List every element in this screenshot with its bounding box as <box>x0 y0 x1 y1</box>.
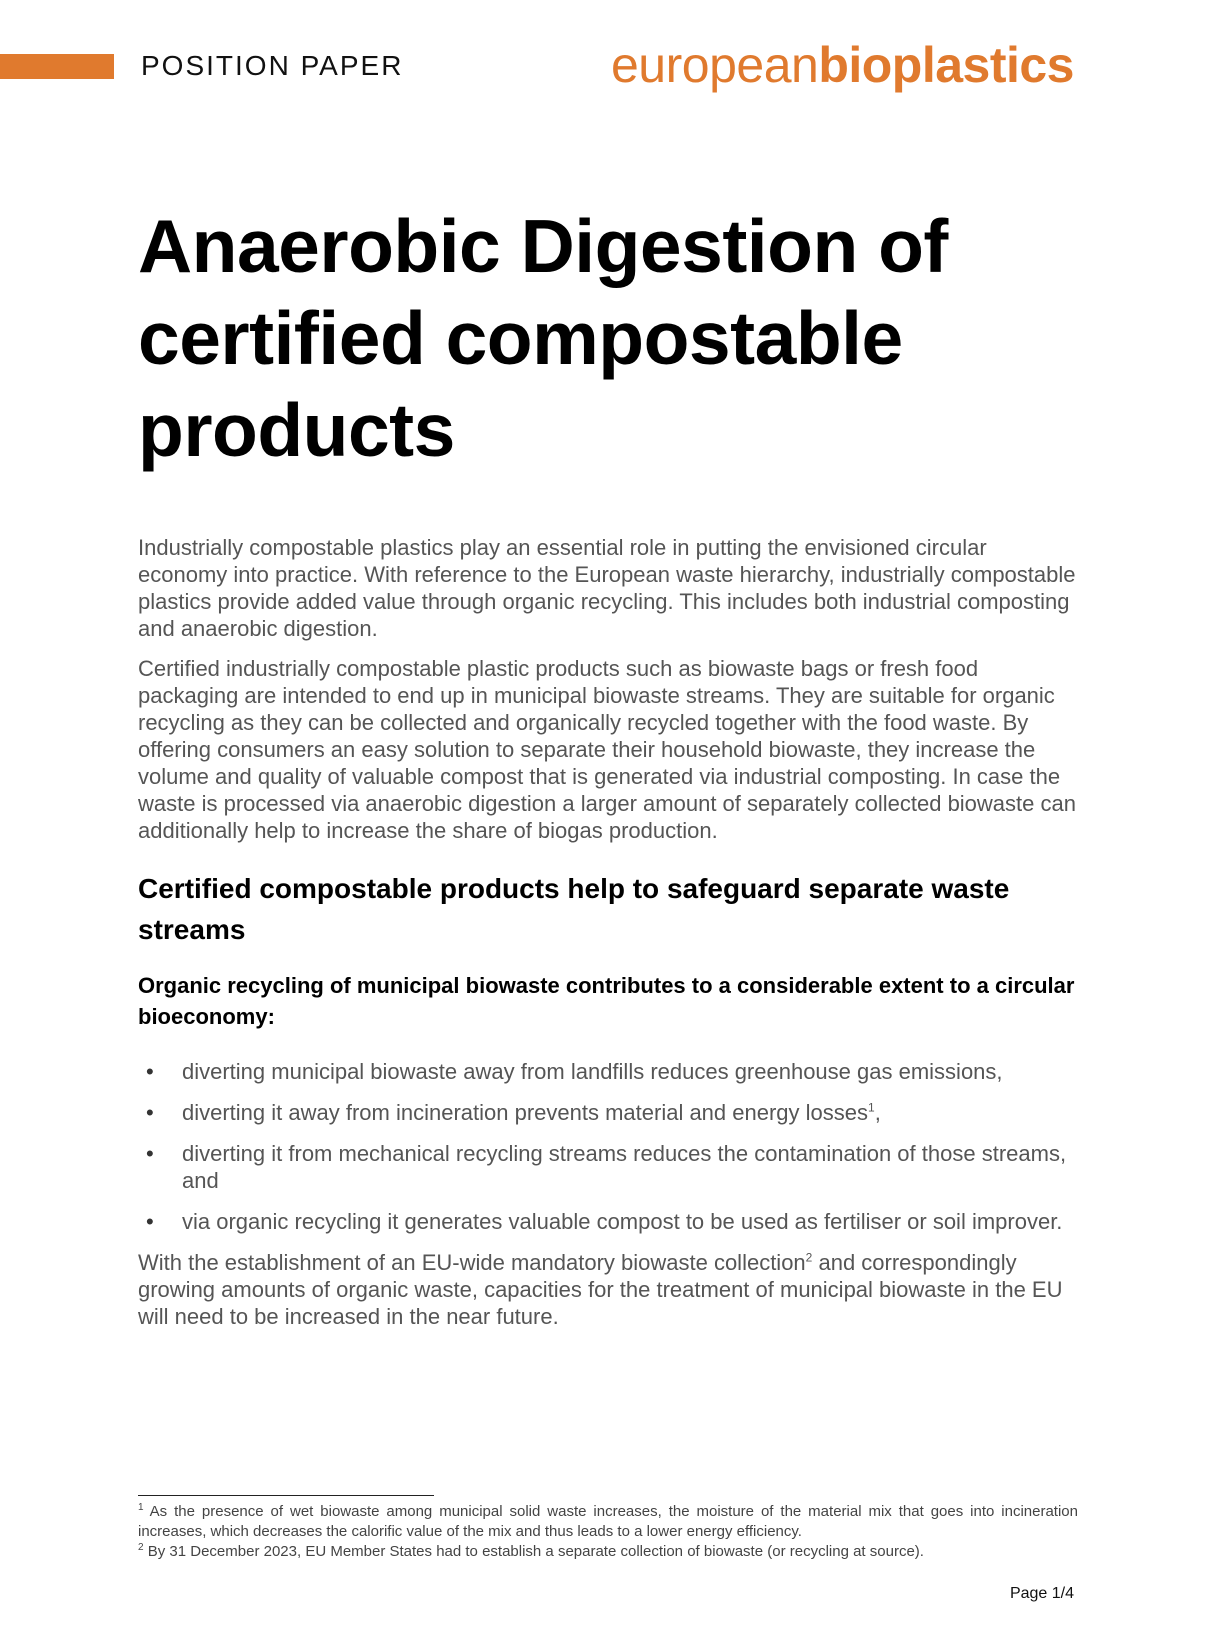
header-accent-bar <box>0 54 114 79</box>
footnote-2 <box>138 1542 1078 1562</box>
main-content <box>138 200 1078 1330</box>
logo-bold-text: bioplastics <box>818 37 1074 93</box>
bullet-icon: • <box>146 1141 154 1166</box>
footnote-text: As the presence of wet biowaste among municipal solid waste increases, the moisture of the material mix that goes into incineration increases, which decreases the calorific value of the mix and thus leads to a lower energy efficiency. <box>138 1503 1078 1540</box>
footnote-ref-1[interactable]: 1 <box>868 1100 875 1115</box>
list-item-text: diverting municipal biowaste away from landfills reduces greenhouse gas emissions, <box>182 1059 1003 1084</box>
footnote-ref-2[interactable]: 2 <box>805 1250 813 1265</box>
footnote-number: 1 <box>138 1502 144 1513</box>
list-item <box>138 1208 1078 1235</box>
closing-text-before: With the establishment of an EU-wide mandatory biowaste collection <box>138 1250 806 1275</box>
list-item-tail: , <box>874 1100 881 1125</box>
list-item-text: via organic recycling it generates valuable compost to be used as fertiliser or soil improver. <box>182 1209 1063 1234</box>
footnote-text: By 31 December 2023, EU Member States had to establish a separate collection of biowaste (or recycling at source). <box>143 1543 924 1560</box>
page-title: Anaerobic Digestion of certified compostable products <box>138 204 948 472</box>
bullet-icon: • <box>146 1209 154 1234</box>
list-item <box>138 1058 1078 1085</box>
closing-text-after: and correspondingly growing amounts of organic waste, capacities for the treatment of municipal biowaste in the EU will need to be increased in the near future. <box>138 1250 1063 1329</box>
european-bioplastics-logo <box>611 36 1074 94</box>
list-item <box>138 1140 1078 1194</box>
bullet-icon: • <box>146 1059 154 1084</box>
footnote-divider <box>138 1495 434 1496</box>
document-type-label: POSITION PAPER <box>141 50 404 81</box>
logo-regular-text: european <box>611 37 819 93</box>
closing-paragraph <box>138 1249 1078 1330</box>
list-item-text: diverting it away from incineration prevents material and energy losses <box>182 1100 868 1125</box>
bullet-icon: • <box>146 1100 154 1125</box>
list-item <box>138 1099 1078 1126</box>
footnote-number: 2 <box>138 1542 144 1553</box>
footnotes <box>138 1502 1078 1562</box>
subheading: Organic recycling of municipal biowaste contributes to a considerable extent to a circular bioeconomy: <box>138 973 1075 1029</box>
intro-paragraph: Industrially compostable plastics play an essential role in putting the envisioned circular economy into practice. With reference to the European waste hierarchy, industrially compostable plastics provide added value through organic recycling. This includes both industrial composting and anaerobic digestion. <box>138 535 1076 641</box>
bullet-list <box>138 1058 1078 1235</box>
footnote-1 <box>138 1502 1078 1542</box>
page-number: Page 1/4 <box>1009 1585 1074 1602</box>
list-item-text: diverting it from mechanical recycling streams reduces the contamination of those streams, and <box>182 1141 1067 1193</box>
second-paragraph: Certified industrially compostable plastic products such as biowaste bags or fresh food packaging are intended to end up in municipal biowaste streams. They are suitable for organic recycling as they can be collected and organically recycled together with the food waste. By offering consumers an easy solution to separate their household biowaste, they increase the volume and quality of valuable compost that is generated via industrial composting. In case the waste is processed via anaerobic digestion a larger amount of separately collected biowaste can additionally help to increase the share of biogas production. <box>138 656 1076 843</box>
section-heading: Certified compostable products help to safeguard separate waste streams <box>138 873 1010 945</box>
